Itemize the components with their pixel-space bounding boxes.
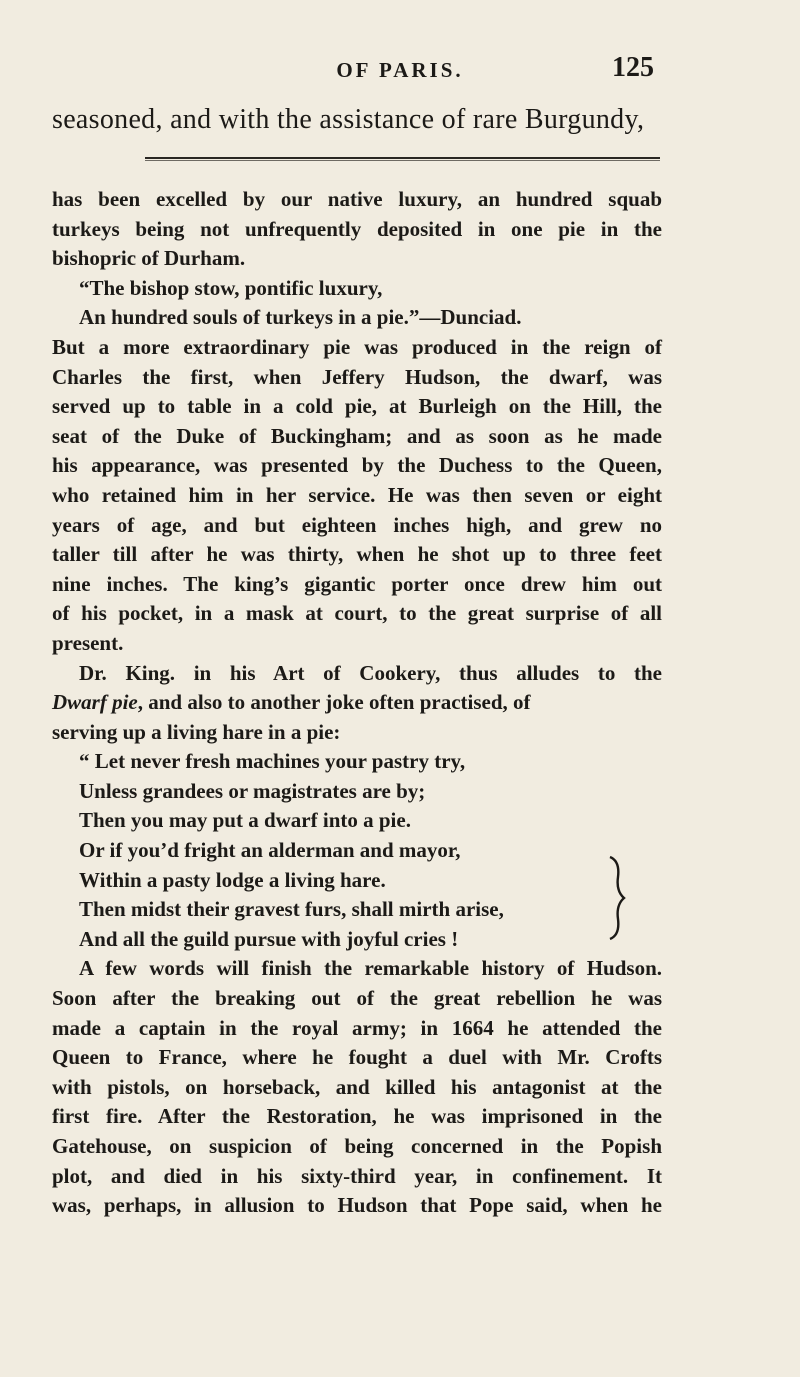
verse-line: Or if you’d fright an alderman and mayor, [79,838,461,863]
footnote-line: Gatehouse, on suspicion of being concerned in the Popish [52,1134,662,1158]
verse-line: Within a pasty lodge a living hare. [79,867,386,892]
footnote-line: Charles the first, when Jeffery Hudson, the dwarf, was [52,364,662,389]
verse-line: Then midst their gravest furs, shall mirth arise, [79,897,504,922]
footnote-line: first fire. After the Restoration, he was imprisoned in the [52,1104,662,1129]
verse-line: An hundred souls of turkeys in a pie.”—Dunciad. [79,305,522,330]
running-title: OF PARIS. [336,58,464,82]
footnote-line: bishopric of Durham. [52,246,246,271]
footnote-rule-shadow [145,160,660,161]
footnote-line: has been excelled by our native luxury, an hundred squab [52,187,662,211]
footnote-line: of his pocket, in a mask at court, to the great surprise of all [52,601,662,626]
footnote-line: But a more extraordinary pie was produced in the reign of [52,334,662,359]
verse-line: Unless grandees or magistrates are by; [79,778,426,803]
footnote-line: was, perhaps, in allusion to Hudson that Pope said, when he [52,1193,662,1218]
footnote-line: taller till after he was thirty, when he shot up to three feet [52,542,662,567]
footnote-line: plot, and died in his sixty-third year, in confinement. It [52,1163,662,1188]
footnote-line: his appearance, was presented by the Duchess to the Queen, [52,453,662,478]
triplet-brace-icon [606,855,628,941]
running-head [0,52,800,98]
footnote-line-with-italic [52,688,662,718]
footnote-line: seat of the Duke of Buckingham; and as soon as he made [52,423,662,448]
footnote-line: Queen to France, where he fought a duel with Mr. Crofts [52,1045,662,1070]
verse-line: Then you may put a dwarf into a pie. [79,808,411,833]
footnote-line: turkeys being not unfrequently deposited in one pie in the [52,216,662,241]
footnote-line: made a captain in the royal army; in 1664 he attended the [52,1015,662,1040]
footnote-line: A few words will finish the remarkable history of Hudson. [79,956,662,981]
footnote-line: Dr. King. in his Art of Cookery, thus alludes to the [79,660,662,685]
verse-line: “The bishop stow, pontific luxury, [79,275,383,300]
page-number: 125 [612,52,654,83]
footnote-line: years of age, and but eighteen inches high, and grew no [52,512,662,537]
italic-title: Dwarf pie [52,690,138,715]
main-text-line: seasoned, and with the assistance of rare Burgundy, [52,104,645,135]
footnote-line: Soon after the breaking out of the great rebellion he was [52,986,662,1011]
footnote-line: with pistols, on horseback, and killed his antagonist at the [52,1074,662,1099]
footnote-line: who retained him in her service. He was then seven or eight [52,482,662,507]
footnote-line: present. [52,630,124,655]
footnote-line-continuation: , and also to another joke often practised, of [137,690,531,715]
verse-line: “ Let never fresh machines your pastry try, [79,749,466,774]
footnote-block [52,185,662,1221]
footnote-line: served up to table in a cold pie, at Burleigh on the Hill, the [52,394,662,419]
footnote-line: serving up a living hare in a pie: [52,719,341,744]
verse-line: And all the guild pursue with joyful cries ! [79,926,459,951]
footnote-line: nine inches. The king’s gigantic porter once drew him out [52,571,662,596]
footnote-rule [145,157,660,159]
